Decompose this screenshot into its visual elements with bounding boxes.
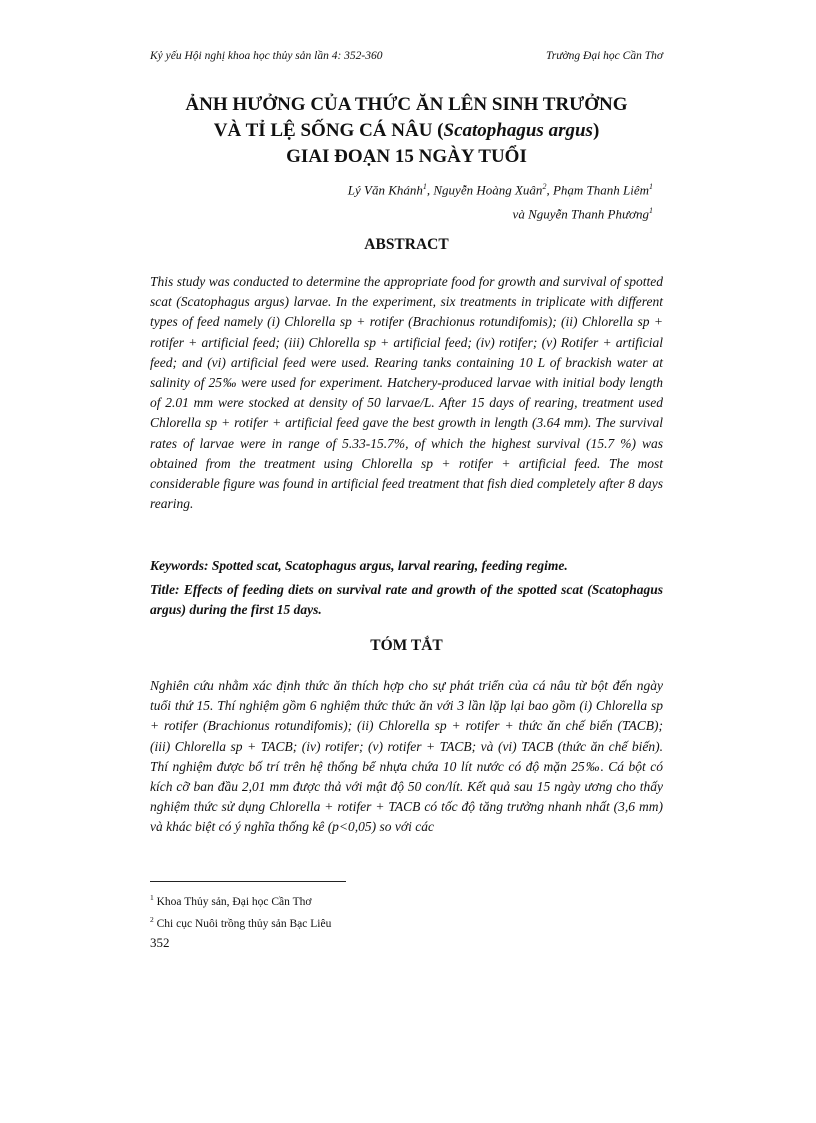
title-line-2 (150, 118, 663, 144)
author-separator: , (426, 182, 434, 198)
title-line-2-prefix: VÀ TỈ LỆ SỐNG CÁ NÂU ( (213, 120, 444, 141)
abstract-body: This study was conducted to determine the appropriate food for growth and survival of spotted scat (Scatophagus argus) larvae. In the experiment, six treatments in triplicate with different types of feed namely (i) Chlorella sp + rotifer (Brachionus rotundifomis); (ii) Chlorella sp + rotifer + artificial feed; (iii) Chlorella sp + artificial feed; (iv) rotifer; (v) Rotifer + artificial feed; and (vi) artificial feed were used. Rearing tanks containing 10 L of brackish water at salinity of 25‰ were used for experiment. Hatchery-produced larvae with initial body length of 2.01 mm were stocked at density of 50 larvae/L. After 15 days of rearing, treatment used Chlorella sp + rotifer + artificial feed gave the best growth in length (3.64 mm). The survival rates of larvae were in range of 5.33-15.7%, of which the highest survival (15.7 %) was obtained from the treatment using Chlorella sp + rotifer + artificial feed. The most considerable figure was found in artificial feed treatment that fish died completely after 8 days rearing. (150, 274, 663, 512)
title-line-3: GIAI ĐOẠN 15 NGÀY TUỔI (286, 146, 527, 167)
footnote-mark: 2 (150, 914, 154, 924)
author-name: Phạm Thanh Liêm (552, 182, 649, 198)
footnote-rule (150, 881, 346, 882)
running-header (150, 50, 663, 66)
page-number: 352 (150, 935, 170, 950)
author-separator: , (546, 182, 553, 198)
title-line-2-suffix: ) (592, 120, 600, 141)
author-conjunction: và (512, 206, 529, 222)
footnote-1 (150, 889, 663, 911)
title-species: Scatophagus argus (443, 120, 593, 141)
author-name: Nguyễn Thanh Phương (528, 206, 649, 222)
keywords: Keywords: Spotted scat, Scatophagus argus, larval rearing, feeding regime. (150, 558, 568, 573)
footnote-2 (150, 911, 663, 933)
author-affiliation-mark: 2 (542, 182, 547, 191)
english-title: Title: Effects of feeding diets on survival rate and growth of the spotted scat (Scatophagus argus) during the first 15 days. (150, 582, 663, 617)
title-line-1: ẢNH HƯỞNG CỦA THỨC ĂN LÊN SINH TRƯỞNG (185, 94, 628, 115)
author-list (348, 176, 653, 225)
header-proceedings: Kỷ yếu Hội nghị khoa học thủy sản lần 4: 352-360 (150, 50, 383, 62)
author-affiliation-mark: 1 (649, 206, 653, 216)
author-name: Nguyễn Hoàng Xuân (433, 182, 543, 198)
author-affiliation-mark: 1 (649, 182, 653, 191)
abstract-heading: ABSTRACT (364, 236, 449, 253)
author-line-1 (348, 176, 653, 200)
footnote-text: Khoa Thủy sản, Đại học Cần Thơ (156, 895, 312, 908)
author-affiliation-mark: 1 (422, 182, 427, 191)
footnote-mark: 1 (150, 893, 154, 902)
footnote-text: Chi cục Nuôi trồng thủy sản Bạc Liêu (156, 917, 332, 930)
paper-title (150, 92, 663, 170)
author-name: Lý Văn Khánh (347, 182, 423, 198)
header-university: Trường Đại học Cần Thơ (546, 50, 663, 62)
tomtat-body: Nghiên cứu nhằm xác định thức ăn thích hợp cho sự phát triển của cá nâu từ bột đến ngày tuổi thứ 15. Thí nghiệm gồm 6 nghiệm thức thức ăn với 3 lần lặp lại bao gồm (i) Chlorella sp + rotifer (Brachionus rotundifomis); (ii) Chlorella sp + rotifer + thức ăn chế biến (TACB); (iii) Chlorella sp + TACB; (iv) rotifer; (v) rotifer + TACB; và (vi) TACB (thức ăn chế biến). Thí nghiệm được bố trí trên hệ thống bể nhựa chứa 10 lít nước có độ mặn 25‰. Cá bột có kích cỡ ban đầu 2,01 mm được thả với mật độ 50 con/lít. Kết quả sau 15 ngày ương cho thấy nghiệm thức sử dụng Chlorella + rotifer + TACB có tốc độ tăng trưởng nhanh nhất (3,6 mm) và khác biệt có ý nghĩa thống kê (p<0,05) so với các (150, 678, 663, 835)
footnotes (150, 889, 663, 933)
author-line-2 (348, 200, 653, 224)
tomtat-heading: TÓM TẮT (370, 637, 443, 654)
